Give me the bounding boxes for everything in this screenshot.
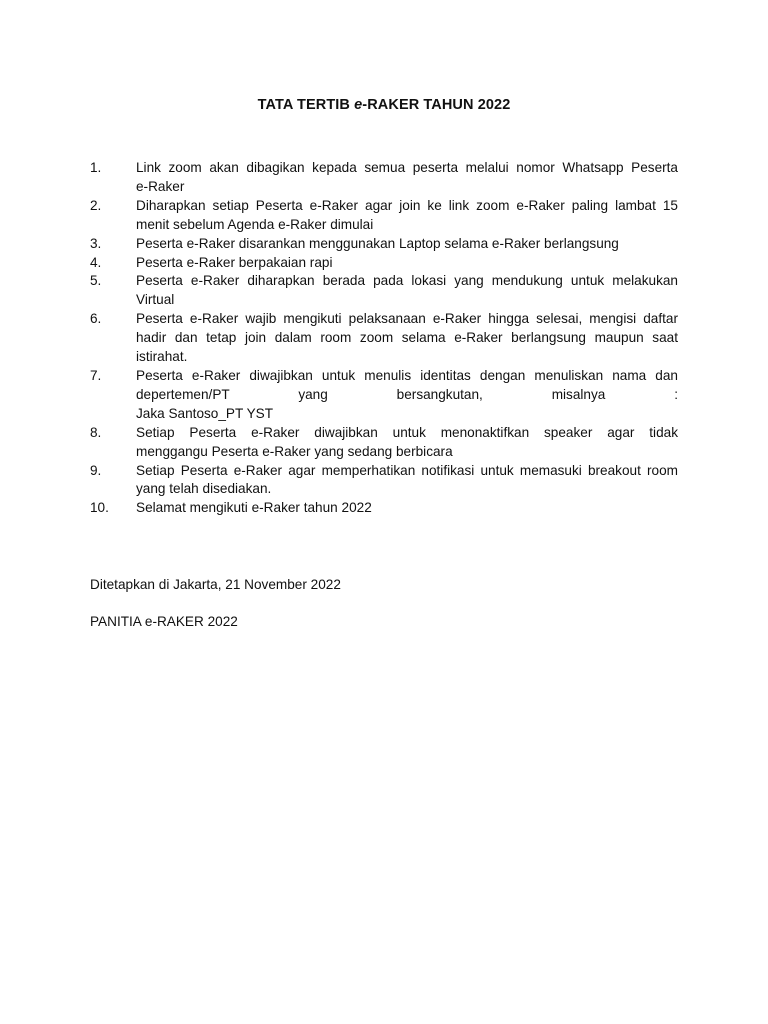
rule-text-line: Peserta e-Raker berpakaian rapi	[136, 254, 333, 270]
rule-item	[90, 197, 678, 235]
rule-item	[90, 424, 678, 462]
rule-text-line: Jaka Santoso_PT YST	[136, 405, 274, 421]
rule-text-line: Setiap Peserta e-Raker diwajibkan untuk menonaktifkan speaker agar tidak	[136, 424, 678, 440]
rule-number: 7.	[90, 367, 102, 383]
rule-text-line: Peserta e-Raker wajib mengikuti pelaksanaan e-Raker hingga selesai, mengisi daftar	[136, 311, 678, 327]
title-suffix: -RAKER TAHUN 2022	[362, 97, 511, 113]
rule-number: 9.	[90, 462, 102, 478]
footer-place-date: Ditetapkan di Jakarta, 21 November 2022	[90, 577, 341, 592]
rule-text-line: menit sebelum Agenda e-Raker dimulai	[136, 216, 374, 232]
title-prefix: TATA TERTIB	[257, 97, 355, 113]
rule-text-line: Link zoom akan dibagikan kepada semua peserta melalui nomor Whatsapp Peserta	[136, 160, 678, 175]
rule-number: 10.	[90, 500, 109, 516]
rule-text-line: istirahat.	[136, 349, 188, 365]
rule-item	[90, 499, 678, 518]
rule-number: 3.	[90, 235, 102, 251]
rule-text-line: hadir dan tetap join dalam room zoom selama e-Raker berlangsung maupun saat	[136, 330, 678, 346]
rule-item	[90, 159, 678, 197]
rule-item	[90, 462, 678, 500]
rule-number: 6.	[90, 311, 102, 327]
rules-list	[90, 159, 678, 518]
rule-item	[90, 272, 678, 310]
rule-number: 2.	[90, 197, 102, 213]
rule-text-line: Diharapkan setiap Peserta e-Raker agar join ke link zoom e-Raker paling lambat 15	[136, 197, 678, 213]
rule-text-line: yang telah disediakan.	[136, 481, 272, 497]
rule-text-line: Peserta e-Raker diwajibkan untuk menulis identitas dengan menuliskan nama dan	[136, 367, 678, 383]
footer-organizer: PANITIA e-RAKER 2022	[90, 614, 238, 629]
rule-text-line: Peserta e-Raker disarankan menggunakan Laptop selama e-Raker berlangsung	[136, 235, 619, 251]
rule-item	[90, 254, 678, 273]
document-title	[0, 97, 768, 113]
rule-number: 5.	[90, 273, 102, 289]
rule-text-line: depertemen/PT yang bersangkutan, misalnya :	[136, 386, 678, 402]
rule-number: 8.	[90, 424, 102, 440]
rule-item	[90, 367, 678, 424]
rule-text-line: Virtual	[136, 292, 175, 308]
rule-text-line: menggangu Peserta e-Raker yang sedang berbicara	[136, 443, 453, 459]
rule-number: 4.	[90, 254, 102, 270]
rule-text-line: e-Raker	[136, 178, 185, 194]
rule-text-line: Setiap Peserta e-Raker agar memperhatikan notifikasi untuk memasuki breakout room	[136, 462, 678, 478]
rule-text-line: Selamat mengikuti e-Raker tahun 2022	[136, 500, 372, 516]
rule-number: 1.	[90, 160, 102, 175]
rule-item	[90, 235, 678, 254]
rule-item	[90, 310, 678, 367]
title-emphasis: e	[354, 97, 363, 113]
rule-text-line: Peserta e-Raker diharapkan berada pada lokasi yang mendukung untuk melakukan	[136, 273, 678, 289]
